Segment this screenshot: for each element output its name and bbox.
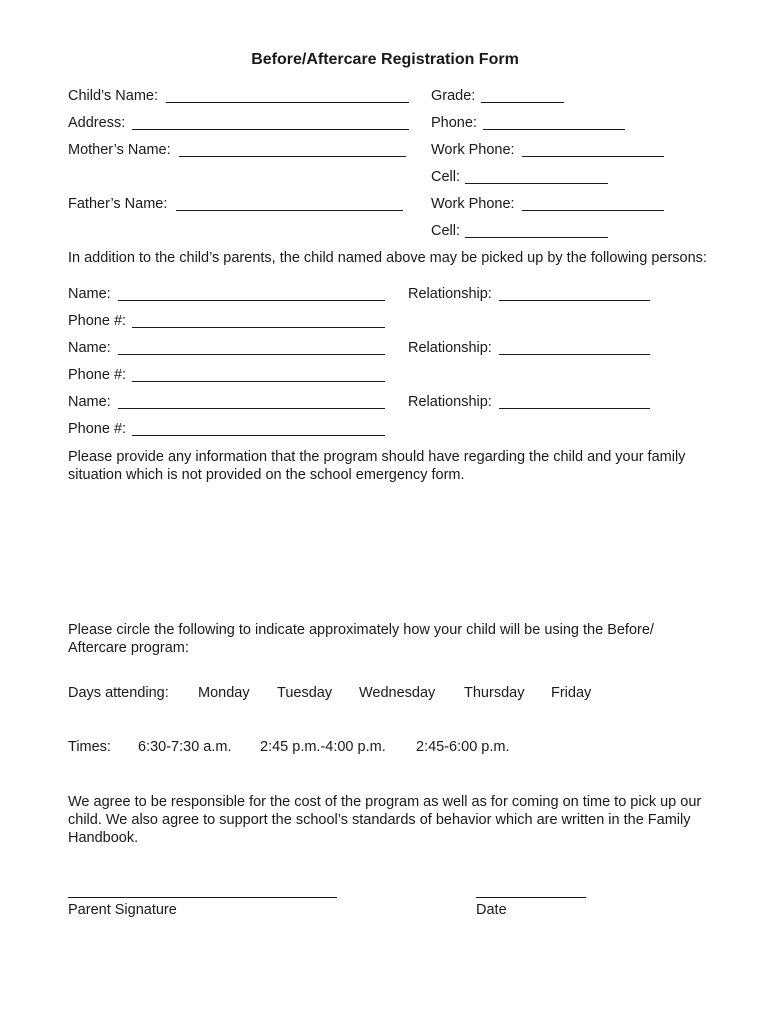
pickup-phone-label: Phone #: <box>68 313 127 329</box>
pickup-name-label: Name: <box>68 394 111 410</box>
day-thursday[interactable]: Thursday <box>464 685 525 701</box>
child-name-label: Child’s Name: <box>68 88 158 104</box>
father-cell-field[interactable] <box>465 237 608 238</box>
pickup-intro: In addition to the child’s parents, the child named above may be picked up by the following persons: <box>68 250 707 266</box>
form-title: Before/Aftercare Registration Form <box>251 51 519 68</box>
date-label: Date <box>476 902 507 918</box>
parent-signature-field[interactable] <box>68 897 337 898</box>
pickup-phone-field[interactable] <box>132 381 385 382</box>
father-work-phone-label: Work Phone: <box>431 196 515 212</box>
pickup-phone-label: Phone #: <box>68 367 127 383</box>
phone-field[interactable] <box>483 129 625 130</box>
address-label: Address: <box>68 115 126 131</box>
times-label: Times: <box>68 739 111 755</box>
mother-name-field[interactable] <box>179 156 406 157</box>
additional-info-prompt: Please provide any information that the program should have regarding the child and your family situation which is not provided on the school emergency form. <box>68 449 686 483</box>
pickup-name-label: Name: <box>68 340 111 356</box>
grade-label: Grade: <box>431 88 476 104</box>
father-cell-label: Cell: <box>431 223 461 239</box>
day-monday[interactable]: Monday <box>198 685 250 701</box>
additional-info-area[interactable] <box>68 490 708 615</box>
date-field[interactable] <box>476 897 586 898</box>
day-tuesday[interactable]: Tuesday <box>277 685 333 701</box>
usage-prompt: Please circle the following to indicate approximately how your child will be using the Before/ Aftercare program: <box>68 622 654 656</box>
pickup-relationship-field[interactable] <box>499 354 650 355</box>
parent-signature-label: Parent Signature <box>68 902 177 918</box>
father-name-label: Father’s Name: <box>68 196 168 212</box>
mother-work-phone-field[interactable] <box>522 156 664 157</box>
father-name-field[interactable] <box>176 210 403 211</box>
pickup-phone-field[interactable] <box>132 435 385 436</box>
pickup-name-field[interactable] <box>118 300 385 301</box>
time-morning[interactable]: 6:30-7:30 a.m. <box>138 739 232 755</box>
grade-field[interactable] <box>481 102 564 103</box>
pickup-relationship-label: Relationship: <box>408 286 492 302</box>
pickup-name-label: Name: <box>68 286 111 302</box>
day-wednesday[interactable]: Wednesday <box>359 685 436 701</box>
pickup-phone-label: Phone #: <box>68 421 127 437</box>
pickup-name-field[interactable] <box>118 408 385 409</box>
time-afternoon-short[interactable]: 2:45 p.m.-4:00 p.m. <box>260 739 386 755</box>
pickup-relationship-label: Relationship: <box>408 394 492 410</box>
pickup-name-field[interactable] <box>118 354 385 355</box>
mother-name-label: Mother’s Name: <box>68 142 171 158</box>
pickup-relationship-field[interactable] <box>499 408 650 409</box>
address-field[interactable] <box>132 129 409 130</box>
mother-cell-field[interactable] <box>465 183 608 184</box>
mother-work-phone-label: Work Phone: <box>431 142 515 158</box>
days-attending-label: Days attending: <box>68 685 169 701</box>
pickup-phone-field[interactable] <box>132 327 385 328</box>
agreement-text: We agree to be responsible for the cost of the program as well as for coming on time to pick up our child. We also agree to support the school’s standards of behavior which are written in the Family Handbook. <box>68 794 702 846</box>
day-friday[interactable]: Friday <box>551 685 592 701</box>
father-work-phone-field[interactable] <box>522 210 664 211</box>
pickup-relationship-field[interactable] <box>499 300 650 301</box>
pickup-relationship-label: Relationship: <box>408 340 492 356</box>
time-afternoon-long[interactable]: 2:45-6:00 p.m. <box>416 739 510 755</box>
child-name-field[interactable] <box>166 102 409 103</box>
phone-label: Phone: <box>431 115 477 131</box>
mother-cell-label: Cell: <box>431 169 461 185</box>
